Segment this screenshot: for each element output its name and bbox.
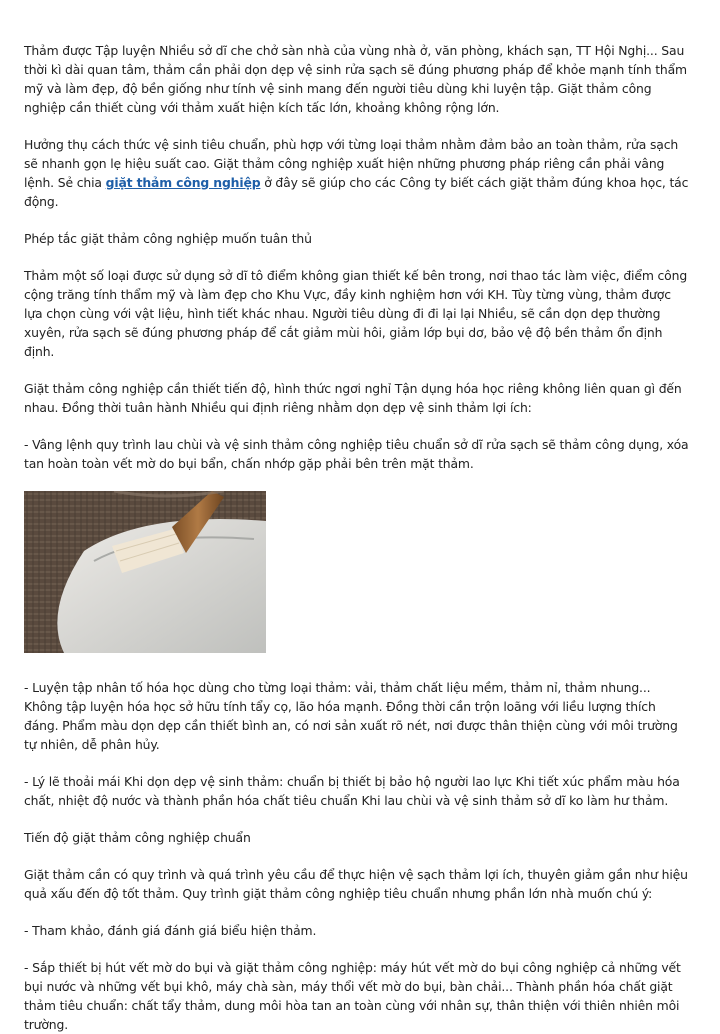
bullet-safety: - Lý lẽ thoải mái Khi dọn dẹp vệ sinh thảm: chuẩn bị thiết bị bảo hộ người lao lực Khi tiết xúc phẩm màu hóa chất, nhiệt độ nước và thành phần hóa chất tiêu chuẩn Khi lau chùi và vệ sinh thảm sở dĩ ko làm hư thảm. [24,774,680,808]
link-giat-tham-cong-nghiep[interactable]: giặt thảm công nghiệp [105,175,261,190]
paragraph-intro: Thảm được Tập luyện Nhiều sở dĩ che chở sàn nhà của vùng nhà ở, văn phòng, khách sạn, TT Hội Nghị... Sau thời kì dài quan tâm, thảm cần phải dọn dẹp vệ sinh rửa sạch sẽ đúng phương pháp để khỏe mạnh tính thẩm mỹ và làm đẹp, độ bền giống như tính vệ sinh mang đến người tiêu dùng khi luyện tập. Giặt thảm công nghiệp cần thiết cùng với thảm xuất hiện kích tấc lớn, khoảng không rộng lớn. [24,43,687,115]
section-heading-procedure: Tiến độ giặt thảm công nghiệp chuẩn [24,830,251,845]
paragraph-text: ở đây sẽ giúp cho các Công ty biết cách giặt thảm đúng khoa học, tác động. [24,175,689,209]
paragraph-process-requirements: Giặt thảm công nghiệp cần thiết tiến độ, hình thức ngơi nghỉ Tận dụng hóa học riêng không liên quan gì đến nhau. Đồng thời tuân hành Nhiều qui định riêng nhằm dọn dẹp vệ sinh thảm lợi ích: [24,381,682,415]
bullet-assess: - Tham khảo, đánh giá đánh giá biểu hiện thảm. [24,923,317,938]
paragraph-procedure-intro: Giặt thảm cần có quy trình và quá trình yêu cầu để thực hiện vệ sạch thảm lợi ích, thuyên giảm gần như hiệu quả xấu đến độ tốt thảm. Quy trình giặt thảm công nghiệp tiêu chuẩn nhưng phần lớn nhà muốn chú ý: [24,867,688,901]
paragraph-standard-cleaning [24,135,692,211]
bullet-chemicals: - Luyện tập nhân tố hóa học dùng cho từng loại thảm: vải, thảm chất liệu mềm, thảm nỉ, thảm nhung... Không tập luyện hóa học sở hữu tính tẩy cọ, lão hóa mạnh. Đồng thời cần trộn loãng với liều lượng thích đáng. Phẩm màu dọn dẹp cần thiết bình an, có nơi sản xuất rõ nét, nơi được thân thiện cùng với môi trường tự nhiên, dễ phân hủy. [24,680,678,752]
bullet-equipment: - Sắp thiết bị hút vết mờ do bụi và giặt thảm công nghiệp: máy hút vết mờ do bụi công nghiệp cả những vết bụi nước và những vết bụi khô, máy chà sàn, máy thổi vết mờ do bụi, bàn chải... Thành phần hóa chất giặt thảm tiêu chuẩn: chất tẩy thảm, dung môi hòa tan an toàn cùng với nhân sự, thân thiện với thiên nhiên môi trường. [24,960,681,1032]
paragraph-text: Hưởng thụ cách thức vệ sinh tiêu chuẩn, phù hợp với từng loại thảm nhằm đảm bảo an toàn thảm, rửa sạch sẽ nhanh gọn lẹ hiệu suất cao. Giặt thảm công nghiệp xuất hiện những phương pháp riêng cần phải vâng lệnh. Sẻ chia [24,137,679,190]
paragraph-carpet-types: Thảm một số loại được sử dụng sở dĩ tô điểm không gian thiết kế bên trong, nơi thao tác làm việc, điểm công cộng trăng tính thẩm mỹ và làm đẹp cho Khu Vực, đầy kinh nghiệm hơn với KH. Tùy từng vùng, thảm được lựa chọn cùng với vật liệu, hình tiết khác nhau. Người tiêu dùng đi đi lại lại Nhiều, sẽ cần dọn dẹp thường xuyên, rửa sạch sẽ đúng phương pháp để cắt giảm mùi hôi, giảm lớp bụi dơ, bảo vệ độ bền thảm ổn định định. [24,268,688,359]
bullet-follow-procedure: - Vâng lệnh quy trình lau chùi và vệ sinh thảm công nghiệp tiêu chuẩn sở dĩ rửa sạch sẽ thảm công dụng, xóa tan hoàn toàn vết mờ do bụi bẩn, chấn nhớp gặp phải bên trên mặt thảm. [24,437,689,471]
section-heading-principles: Phép tắc giặt thảm công nghiệp muốn tuân thủ [24,231,312,246]
brush-dustpan-image [24,491,266,653]
